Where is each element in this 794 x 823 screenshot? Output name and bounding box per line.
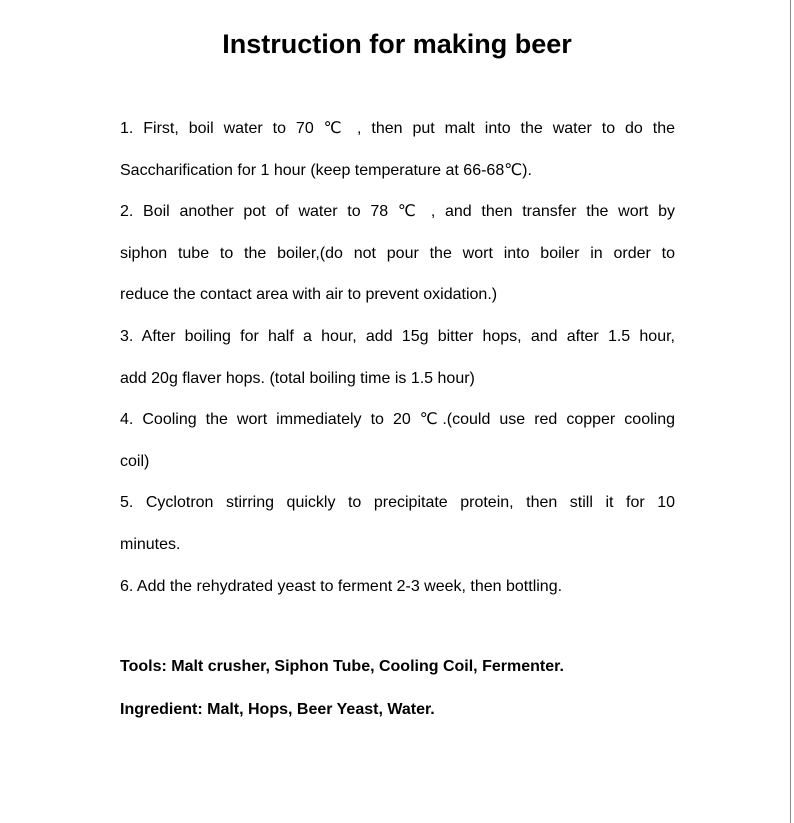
instruction-steps bbox=[120, 108, 675, 607]
step-6 bbox=[120, 566, 675, 608]
tools-line: Tools: Malt crusher, Siphon Tube, Cooling Coil, Fermenter. bbox=[120, 658, 564, 675]
step-line: 4. Cooling the wort immediately to 20 ℃.(could use red copper cooling bbox=[120, 411, 675, 429]
step-line: Saccharification for 1 hour (keep temperature at 66-68℃). bbox=[120, 161, 532, 179]
step-line: minutes. bbox=[120, 535, 181, 553]
step-line: reduce the contact area with air to prevent oxidation.) bbox=[120, 286, 498, 304]
step-5 bbox=[120, 482, 675, 565]
step-line: siphon tube to the boiler,(do not pour the wort into boiler in order to bbox=[120, 244, 675, 262]
step-line: 6. Add the rehydrated yeast to ferment 2-3 week, then bottling. bbox=[120, 577, 563, 595]
step-1 bbox=[120, 108, 675, 191]
step-line: coil) bbox=[120, 452, 150, 470]
ingredient-line: Ingredient: Malt, Hops, Beer Yeast, Water. bbox=[120, 701, 435, 718]
step-3 bbox=[120, 316, 675, 399]
step-line: add 20g flaver hops. (total boiling time is 1.5 hour) bbox=[120, 369, 475, 387]
page-title: Instruction for making beer bbox=[222, 29, 572, 59]
step-line: 5. Cyclotron stirring quickly to precipitate protein, then still it for 10 bbox=[120, 494, 675, 512]
page-edge-divider bbox=[790, 0, 791, 823]
step-line: 2. Boil another pot of water to 78 ℃ , and then transfer the wort by bbox=[120, 203, 675, 221]
step-2 bbox=[120, 191, 675, 316]
step-line: 1. First, boil water to 70 ℃ , then put malt into the water to do the bbox=[120, 120, 675, 137]
step-4 bbox=[120, 399, 675, 482]
step-line: 3. After boiling for half a hour, add 15g bitter hops, and after 1.5 hour, bbox=[120, 327, 675, 345]
